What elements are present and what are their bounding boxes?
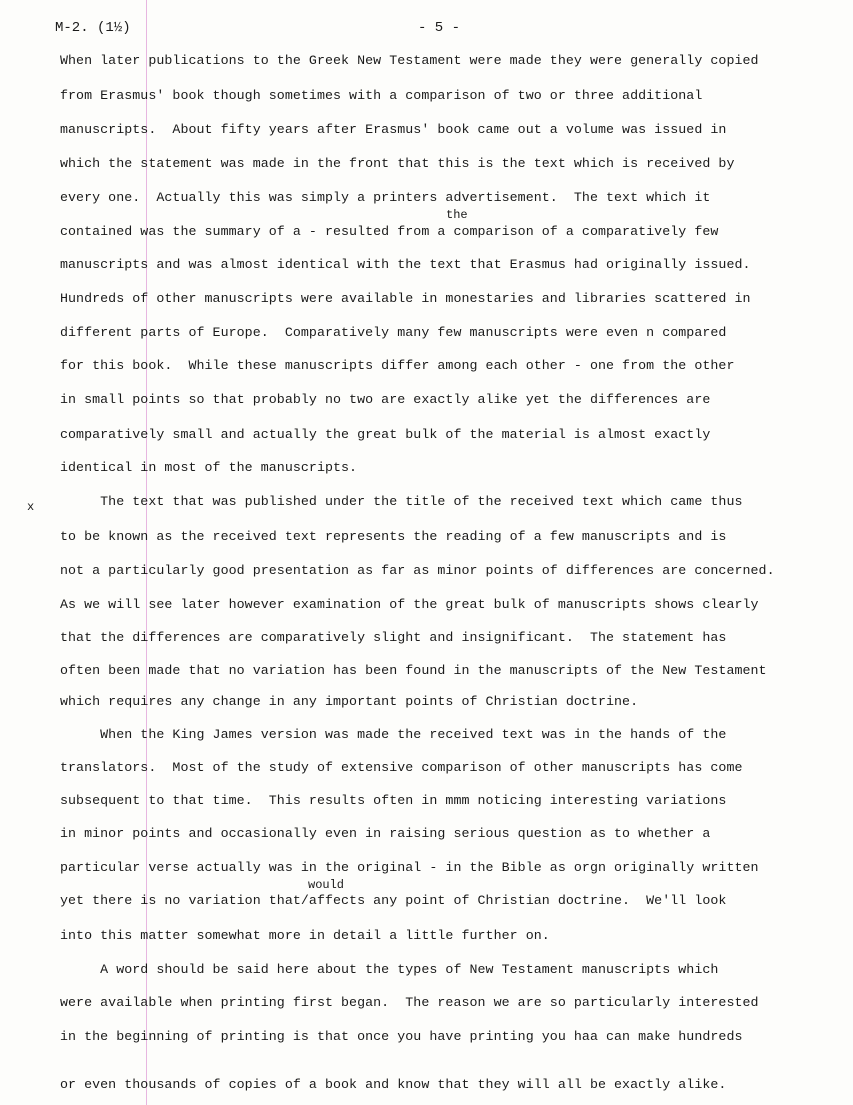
page-number: - 5 - (418, 20, 461, 36)
text-line: manuscripts. About fifty years after Erasmus' book came out a volume was issued in (60, 122, 727, 137)
insertion-would: would (308, 878, 345, 892)
text-line: Hundreds of other manuscripts were available in monestaries and libraries scattered in (60, 291, 751, 306)
insertion-the: the (446, 208, 468, 222)
text-line: or even thousands of copies of a book and know that they will all be exactly alike. (60, 1077, 727, 1092)
text-line: particular verse actually was in the original - in the Bible as orgn originally written (60, 860, 759, 875)
text-line: When the King James version was made the received text was in the hands of the (60, 727, 727, 742)
text-line: contained was the summary of a - resulted from a comparison of a comparatively few (60, 224, 719, 239)
text-line: When later publications to the Greek New Testament were made they were generally copied (60, 53, 759, 68)
text-line: which the statement was made in the front that this is the text which is received by (60, 156, 735, 171)
text-line: that the differences are comparatively slight and insignificant. The statement has (60, 630, 727, 645)
margin-mark: x (27, 500, 35, 514)
text-line: comparatively small and actually the great bulk of the material is almost exactly (60, 427, 711, 442)
text-line: translators. Most of the study of extensive comparison of other manuscripts has come (60, 760, 743, 775)
text-line: for this book. While these manuscripts differ among each other - one from the other (60, 358, 735, 373)
text-line: The text that was published under the title of the received text which came thus (60, 494, 743, 509)
page-code: M-2. (1½) (55, 20, 131, 36)
text-line: yet there is no variation that/affects any point of Christian doctrine. We'll look (60, 893, 727, 908)
text-line: manuscripts and was almost identical with the text that Erasmus had originally issued. (60, 257, 751, 272)
text-line: subsequent to that time. This results often in mmm noticing interesting variations (60, 793, 727, 808)
text-line: in small points so that probably no two are exactly alike yet the differences are (60, 392, 711, 407)
text-line: were available when printing first began. The reason we are so particularly interested (60, 995, 759, 1010)
text-line: in minor points and occasionally even in raising serious question as to whether a (60, 826, 711, 841)
text-line: which requires any change in any important points of Christian doctrine. (60, 694, 639, 709)
text-line: different parts of Europe. Comparatively many few manuscripts were even n compared (60, 325, 727, 340)
text-line: A word should be said here about the types of New Testament manuscripts which (60, 962, 719, 977)
text-line: not a particularly good presentation as far as minor points of differences are concerned. (60, 563, 775, 578)
text-line: to be known as the received text represents the reading of a few manuscripts and is (60, 529, 727, 544)
text-line: identical in most of the manuscripts. (60, 460, 358, 475)
text-line: every one. Actually this was simply a printers advertisement. The text which it (60, 190, 711, 205)
text-line: in the beginning of printing is that once you have printing you haa can make hundreds (60, 1029, 743, 1044)
text-line: As we will see later however examination of the great bulk of manuscripts shows clearly (60, 597, 759, 612)
text-line: from Erasmus' book though sometimes with a comparison of two or three additional (60, 88, 703, 103)
text-line: often been made that no variation has been found in the manuscripts of the New Testament (60, 663, 767, 678)
text-line: into this matter somewhat more in detail a little further on. (60, 928, 550, 943)
